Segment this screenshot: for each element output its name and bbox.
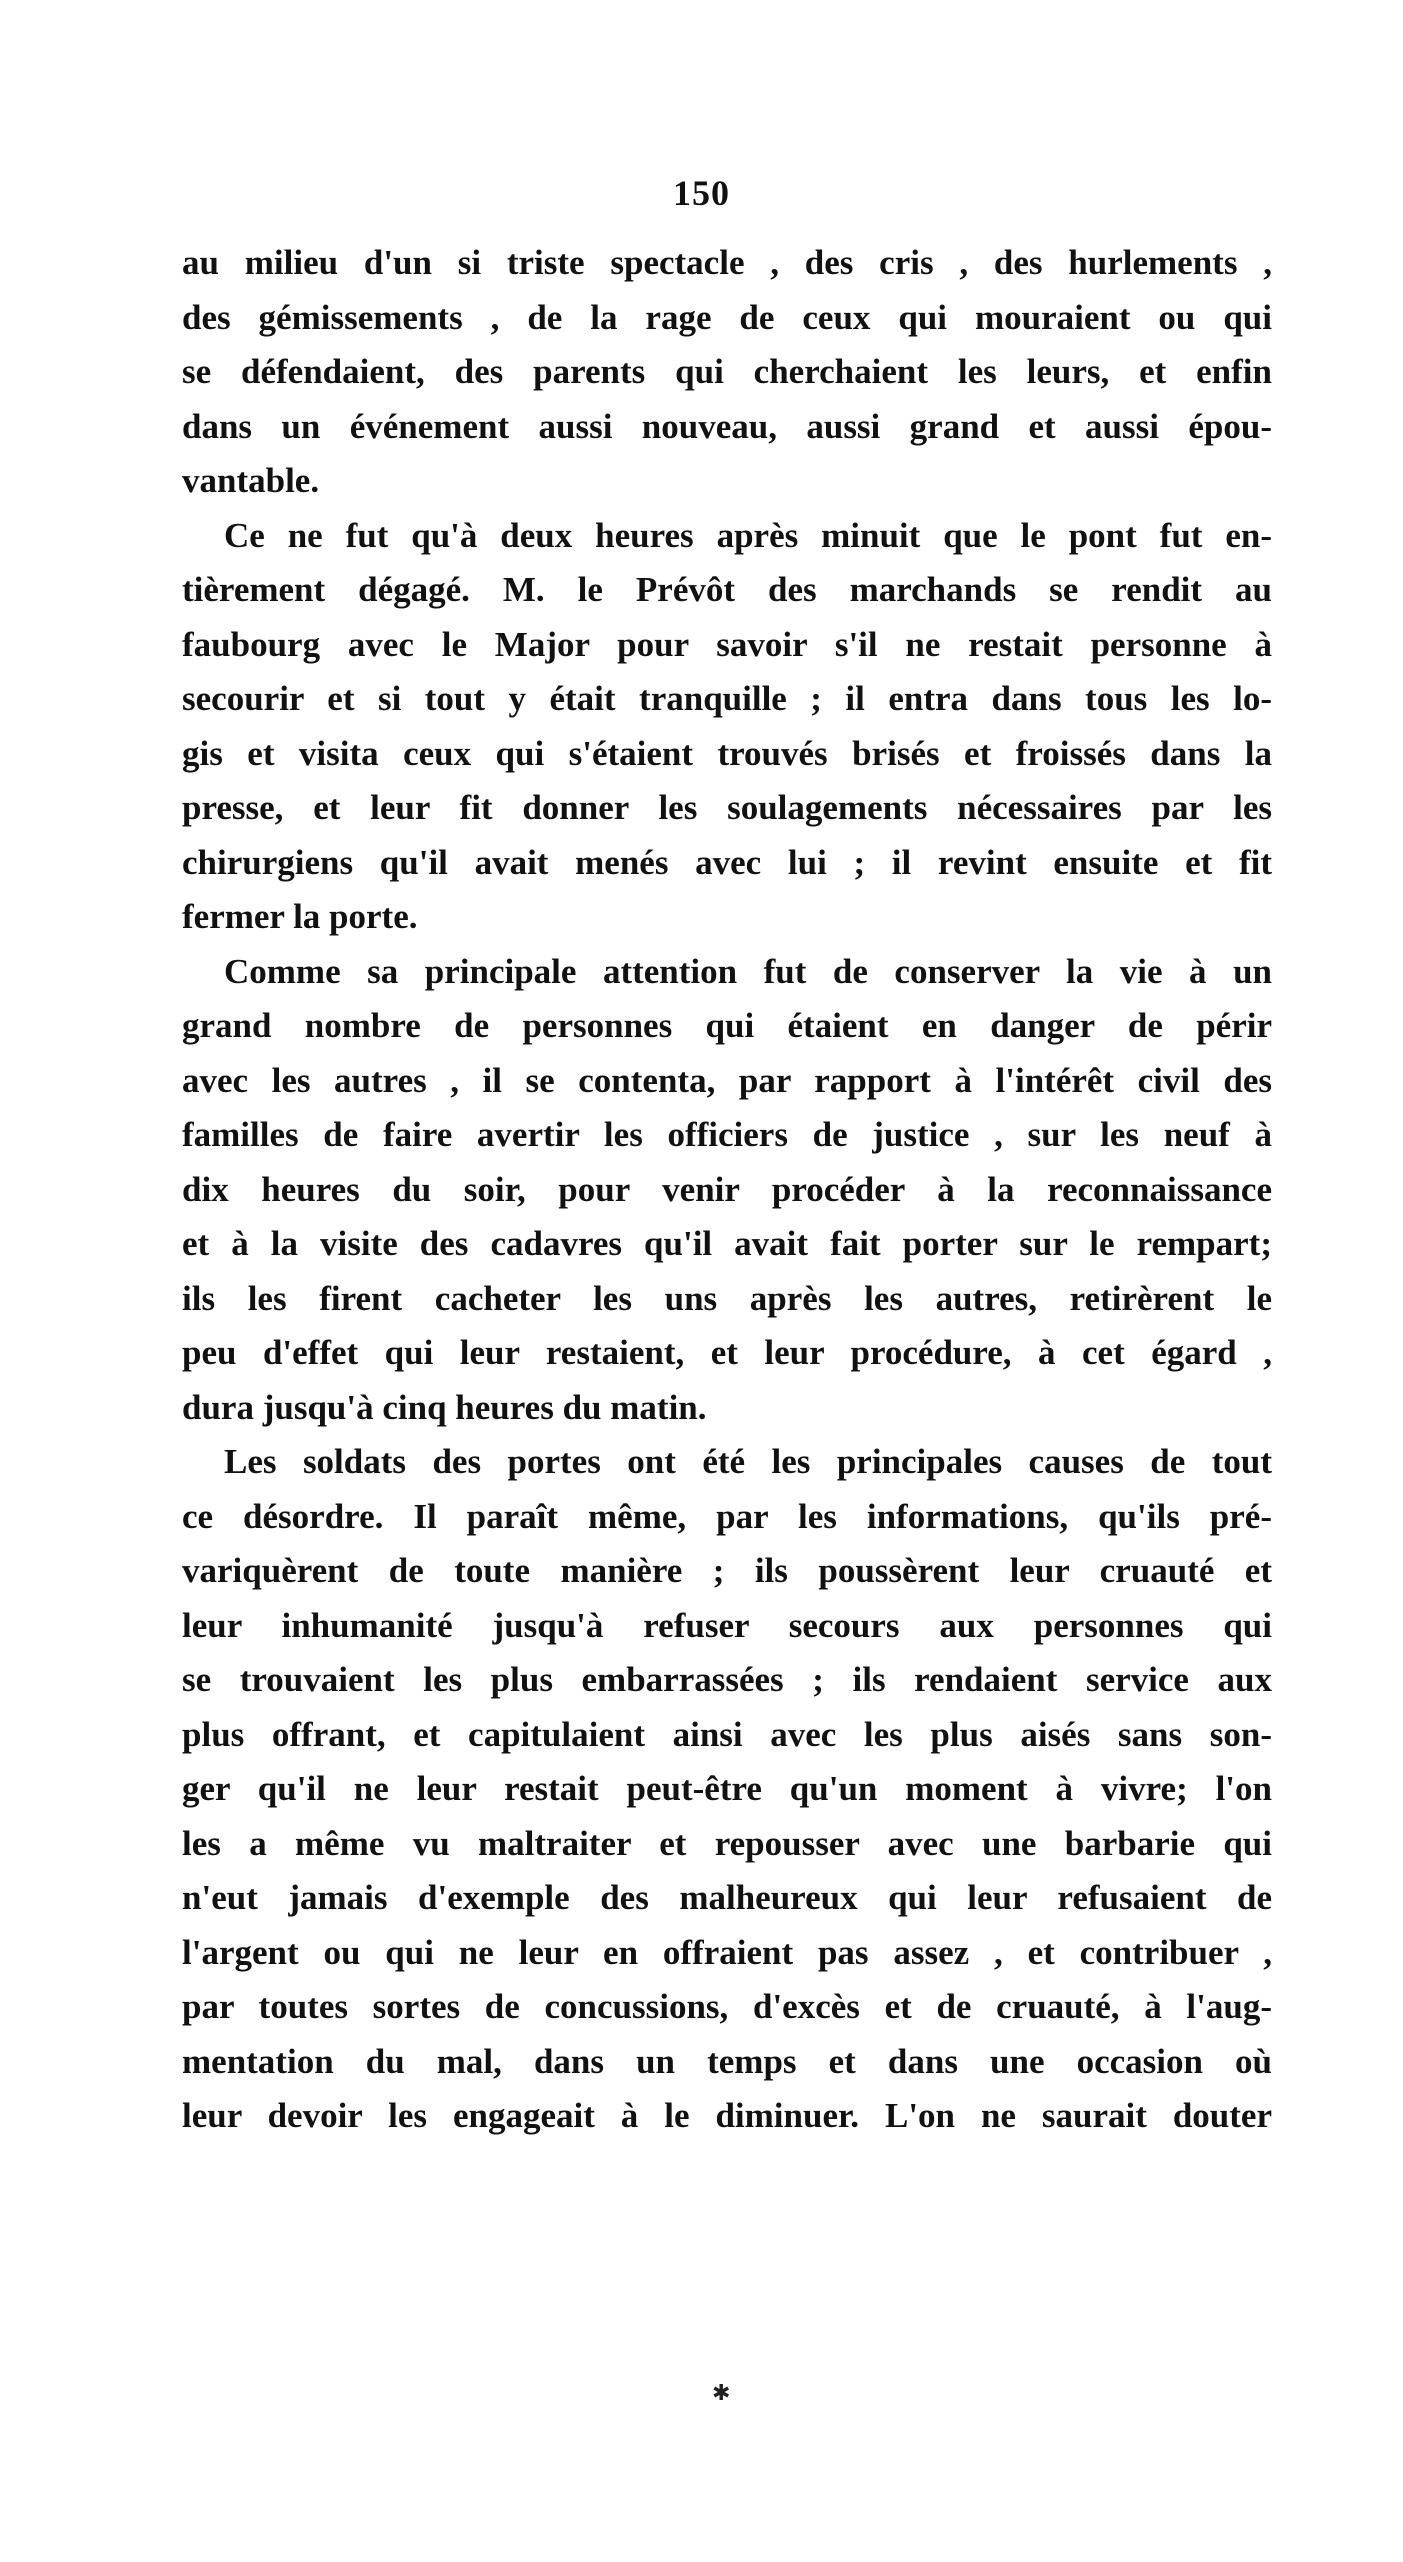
text-line: les a même vu maltraiter et repousser avec une barbarie qui xyxy=(182,1823,1272,1863)
text-line: fermer la porte. xyxy=(182,897,418,936)
paragraph xyxy=(182,1435,1272,2144)
text-line: plus offrant, et capitulaient ainsi avec les plus aisés sans son- xyxy=(182,1714,1272,1754)
page-number: 150 xyxy=(673,173,730,213)
text-line: par toutes sortes de concussions, d'excès et de cruauté, à l'aug- xyxy=(182,1987,1272,2026)
text-line: ils les firent cacheter les uns après les autres, retirèrent le xyxy=(182,1278,1272,1318)
printer-mark-icon: ✱ xyxy=(712,2380,731,2405)
text-line: des gémissements , de la rage de ceux qui mouraient ou qui xyxy=(182,297,1272,337)
text-line: peu d'effet qui leur restaient, et leur procédure, à cet égard , xyxy=(182,1333,1272,1372)
text-line: gis et visita ceux qui s'étaient trouvés brisés et froissés dans la xyxy=(182,733,1272,773)
text-line: variquèrent de toute manière ; ils poussèrent leur cruauté et xyxy=(182,1551,1272,1590)
text-line: n'eut jamais d'exemple des malheureux qui leur refusaient de xyxy=(182,1878,1272,1917)
paragraph xyxy=(182,945,1272,1436)
text-line: leur devoir les engageait à le diminuer. L'on ne saurait douter xyxy=(182,2096,1272,2135)
text-line: dura jusqu'à cinq heures du matin. xyxy=(182,1387,707,1427)
text-line: et à la visite des cadavres qu'il avait fait porter sur le rempart; xyxy=(182,1224,1272,1263)
text-line: Ce ne fut qu'à deux heures après minuit que le pont fut en- xyxy=(224,515,1272,555)
text-line: chirurgiens qu'il avait menés avec lui ; il revint ensuite et fit xyxy=(182,842,1272,882)
text-line: Les soldats des portes ont été les principales causes de tout xyxy=(224,1442,1272,1481)
text-line: ce désordre. Il paraît même, par les informations, qu'ils pré- xyxy=(182,1496,1272,1536)
paragraph xyxy=(182,236,1272,509)
text-line: leur inhumanité jusqu'à refuser secours aux personnes qui xyxy=(182,1605,1272,1645)
text-line: faubourg avec le Major pour savoir s'il ne restait personne à xyxy=(182,624,1272,664)
text-line: avec les autres , il se contenta, par rapport à l'intérêt civil des xyxy=(182,1060,1272,1100)
text-line: dix heures du soir, pour venir procéder à la reconnaissance xyxy=(182,1169,1272,1209)
body-text xyxy=(182,236,1272,2144)
text-line: Comme sa principale attention fut de conserver la vie à un xyxy=(224,951,1272,991)
text-line: ger qu'il ne leur restait peut-être qu'un moment à vivre; l'on xyxy=(182,1769,1272,1808)
text-line: grand nombre de personnes qui étaient en danger de périr xyxy=(182,1006,1272,1045)
text-line: secourir et si tout y était tranquille ; il entra dans tous les lo- xyxy=(182,679,1272,718)
text-line: tièrement dégagé. M. le Prévôt des marchands se rendit au xyxy=(182,570,1272,609)
text-line: au milieu d'un si triste spectacle , des cris , des hurlements , xyxy=(182,243,1272,282)
text-line: mentation du mal, dans un temps et dans une occasion où xyxy=(182,2041,1272,2081)
text-line: vantable. xyxy=(182,461,320,500)
text-line: presse, et leur fit donner les soulagements nécessaires par les xyxy=(182,788,1272,827)
text-line: l'argent ou qui ne leur en offraient pas assez , et contribuer , xyxy=(182,1932,1272,1972)
text-line: se défendaient, des parents qui cherchaient les leurs, et enfin xyxy=(182,352,1272,391)
text-line: dans un événement aussi nouveau, aussi grand et aussi épou- xyxy=(182,406,1272,446)
text-line: familles de faire avertir les officiers de justice , sur les neuf à xyxy=(182,1115,1272,1154)
paragraph xyxy=(182,509,1272,945)
text-line: se trouvaient les plus embarrassées ; ils rendaient service aux xyxy=(182,1660,1272,1699)
